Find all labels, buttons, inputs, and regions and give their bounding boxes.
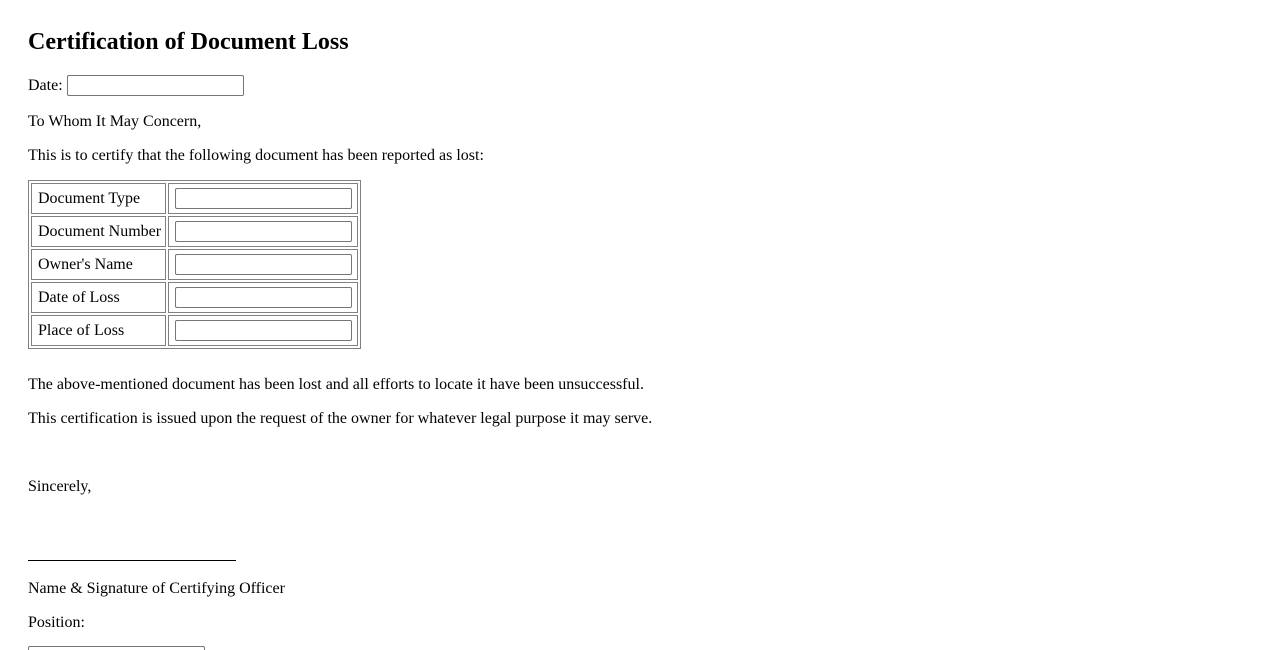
signature-caption: Name & Signature of Certifying Officer — [28, 580, 285, 597]
table-row — [31, 315, 358, 346]
place-of-loss-cell — [168, 315, 358, 346]
owners-name-cell — [168, 249, 358, 280]
date-of-loss-label: Date of Loss — [31, 282, 166, 313]
document-details-table — [28, 180, 361, 349]
place-of-loss-input[interactable] — [175, 320, 352, 341]
date-label: Date: — [28, 77, 63, 94]
salutation: To Whom It May Concern, — [28, 113, 202, 130]
owners-name-label: Owner's Name — [31, 249, 166, 280]
closing: Sincerely, — [28, 478, 92, 495]
document-number-input[interactable] — [175, 221, 352, 242]
loss-statement-paragraph: The above-mentioned document has been lost and all efforts to locate it have been unsuccessful. — [28, 376, 644, 393]
document-type-input[interactable] — [175, 188, 352, 209]
document-type-label: Document Type — [31, 183, 166, 214]
table-row — [31, 282, 358, 313]
signature-line — [28, 560, 236, 561]
purpose-paragraph: This certification is issued upon the request of the owner for whatever legal purpose it may serve. — [28, 410, 653, 427]
intro-paragraph: This is to certify that the following document has been reported as lost: — [28, 147, 484, 164]
date-row — [28, 75, 244, 97]
date-of-loss-input[interactable] — [175, 287, 352, 308]
table-row — [31, 183, 358, 214]
document-type-cell — [168, 183, 358, 214]
place-of-loss-label: Place of Loss — [31, 315, 166, 346]
date-of-loss-cell — [168, 282, 358, 313]
position-label: Position: — [28, 614, 85, 631]
document-number-label: Document Number — [31, 216, 166, 247]
table-row — [31, 249, 358, 280]
position-input[interactable] — [28, 646, 205, 650]
document-number-cell — [168, 216, 358, 247]
date-input[interactable] — [67, 75, 244, 96]
owners-name-input[interactable] — [175, 254, 352, 275]
table-row — [31, 216, 358, 247]
page-title: Certification of Document Loss — [28, 29, 349, 55]
